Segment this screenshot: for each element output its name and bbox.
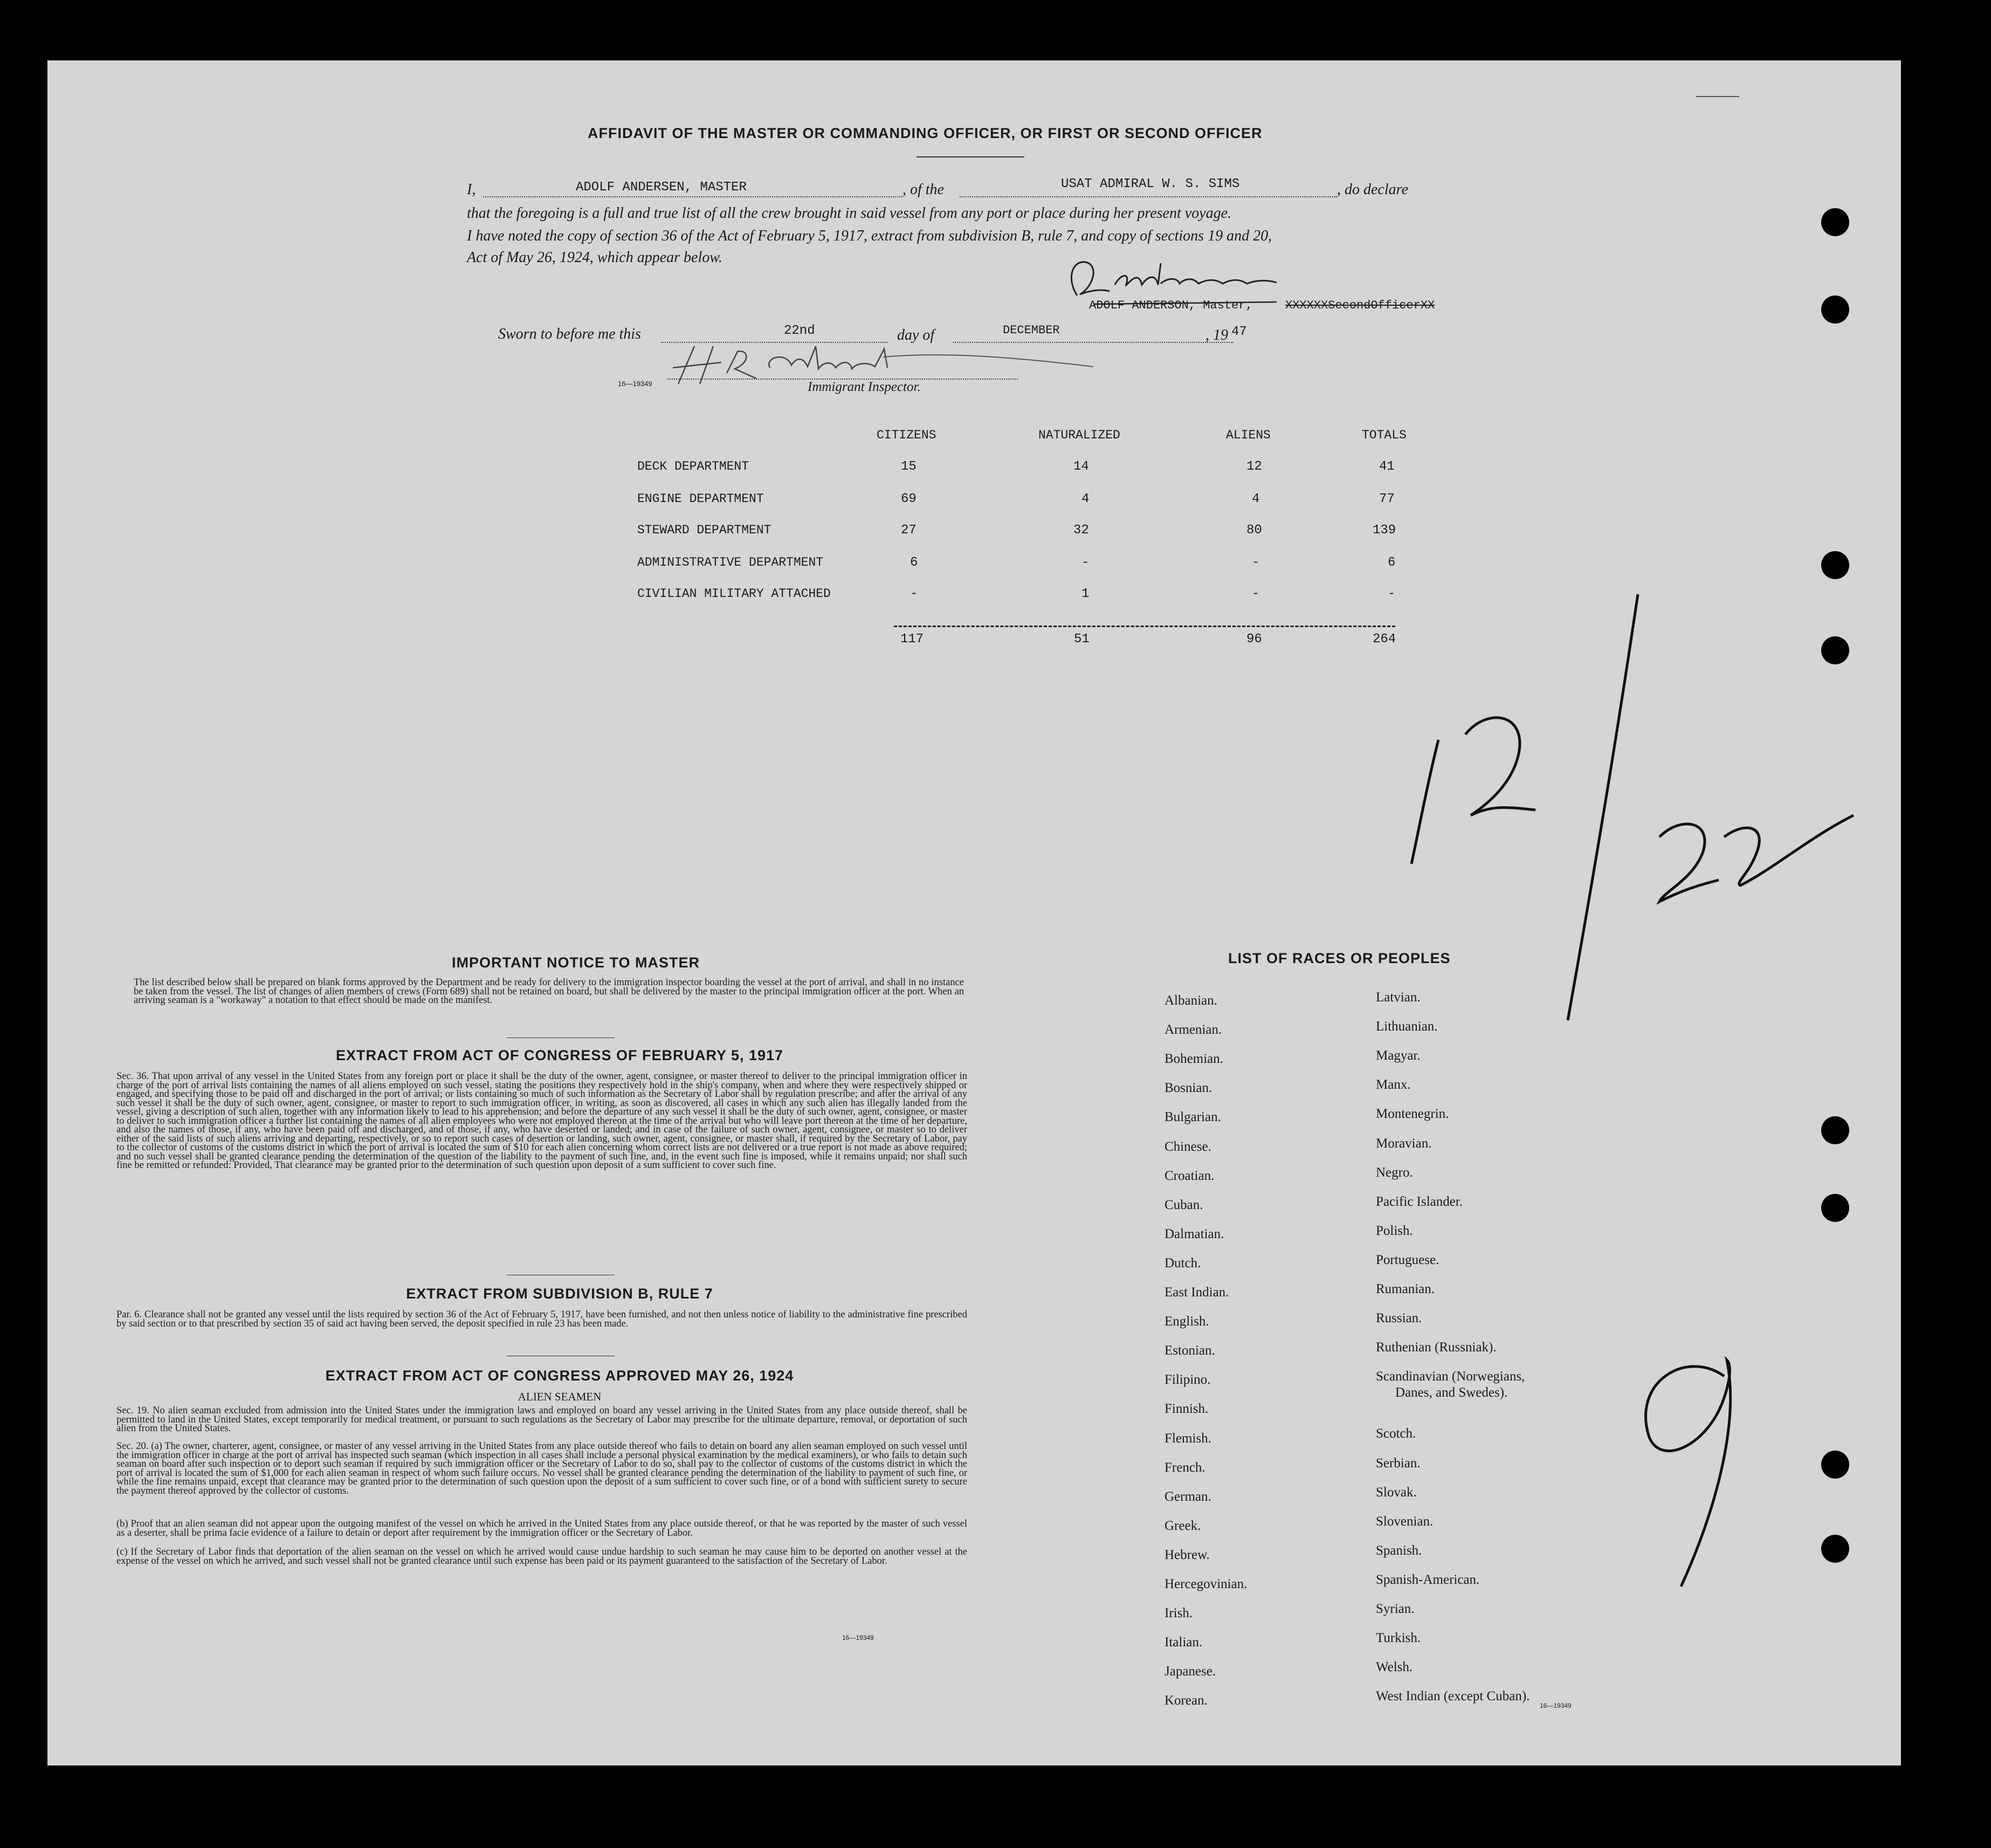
cell-civilian-citizens: - <box>910 587 918 601</box>
vessel-name-line <box>960 196 1337 197</box>
cell-admin-aliens: - <box>1252 555 1260 570</box>
race-item: Dutch. <box>1165 1255 1201 1270</box>
punch-hole <box>1821 296 1849 324</box>
race-item: Dalmatian. <box>1165 1226 1224 1241</box>
cell-deck-totals: 41 <box>1379 459 1395 474</box>
race-item: Lithuanian. <box>1376 1019 1438 1034</box>
race-item: German. <box>1165 1489 1211 1504</box>
cell-steward-totals: 139 <box>1373 523 1396 538</box>
cell-admin-citizens: 6 <box>910 555 918 570</box>
cell-deck-citizens: 15 <box>901 459 917 474</box>
race-item: Polish. <box>1376 1223 1413 1238</box>
of-the-label: , of the <box>903 181 944 198</box>
handwritten-page-mark <box>1616 1344 1778 1603</box>
race-item: Spanish. <box>1376 1543 1422 1558</box>
affidavit-line-2: that the foregoing is a full and true list of all the crew brought in said vessel from any port or place during her present voyage. <box>467 205 1232 222</box>
rule-7-body: Par. 6. Clearance shall not be granted any vessel until the lists required by section 36 of the Act of February 5, 1917, have been furnished, and not then unless notice of liability to the administrative fine prescribed by said section or to that prescribed by section 35 of said act having been served, the deposit specified in rule 23 has been made. <box>116 1309 967 1329</box>
notice-body: The list described below shall be prepared on blank forms approved by the Department and be ready for delivery to the immigration inspector boarding the vessel at the port of arrival, and shall in no instance be taken from the vessel. The list of changes of alien members of crews (Form 689) shall not be retained on board, but shall be delivered by the master to the principal immigration officer at the port. When an arriving seaman is a "workaway" a notation to that effect should be made on the manifest. <box>134 977 964 1006</box>
race-item: Bohemian. <box>1165 1052 1224 1067</box>
race-item: Spanish-American. <box>1376 1572 1480 1587</box>
race-item: Latvian. <box>1376 990 1421 1005</box>
struck-title: XXXXXXSecondOfficerXX <box>1285 299 1435 312</box>
race-item: Slovenian. <box>1376 1514 1434 1529</box>
row-label-civilian: CIVILIAN MILITARY ATTACHED <box>637 587 831 601</box>
sec-19: Sec. 19. No alien seaman excluded from admission into the United States under the immigration laws and employed on board any vessel arriving in the United States from any place outside thereof, shall be permitted to land in the United States, except temporarily for medical treatment, or pursuant to such regulations as the Secretary of Labor may prescribe for the ultimate departure, removal, or deportation of such alien from the United States. <box>116 1405 967 1434</box>
notice-form-number: 16—19349 <box>842 1634 874 1641</box>
affidavit-line-4: Act of May 26, 1924, which appear below. <box>467 249 722 266</box>
race-item: Irish. <box>1165 1606 1193 1621</box>
total-aliens: 96 <box>1246 632 1262 647</box>
header-naturalized: NATURALIZED <box>1038 428 1120 442</box>
cell-steward-naturalized: 32 <box>1073 523 1089 538</box>
affidavit-title: AFFIDAVIT OF THE MASTER OR COMMANDING OFFICER, OR FIRST OR SECOND OFFICER <box>588 125 1263 141</box>
act-1917-title: EXTRACT FROM ACT OF CONGRESS OF FEBRUARY 5, 1917 <box>335 1047 784 1063</box>
cell-admin-totals: 6 <box>1388 555 1396 570</box>
document-page <box>47 60 1901 1765</box>
i-label: I, <box>467 181 476 198</box>
master-name-line <box>483 196 903 197</box>
race-item: Turkish. <box>1376 1631 1421 1646</box>
sec-20-c: (c) If the Secretary of Labor finds that deportation of the alien seaman on the vessel on which he arrived would cause undue hardship to such seaman he may cause him to be deported on another vessel at the expense of the vessel on which he arrived, and such vessel shall not be granted clearance until such expense has been paid or its payment guaranteed to the satisfaction of the Secretary of Labor. <box>116 1547 967 1567</box>
race-item: Syrian. <box>1376 1602 1415 1616</box>
cell-civilian-totals: - <box>1388 587 1396 601</box>
act-1924-title: EXTRACT FROM ACT OF CONGRESS APPROVED MAY 26, 1924 <box>325 1368 794 1384</box>
sworn-day-value: 22nd <box>784 324 815 338</box>
year-suffix: 47 <box>1231 325 1247 339</box>
race-item: Ruthenian (Russniak). <box>1376 1340 1497 1355</box>
signer-line: ADOLF ANDERSON, Master, <box>1089 299 1253 312</box>
race-item: Hebrew. <box>1165 1547 1210 1562</box>
year-prefix: , 19 <box>1205 327 1228 344</box>
race-item: Filipino. <box>1165 1372 1211 1387</box>
total-citizens: 117 <box>900 632 924 647</box>
master-name-value: ADOLF ANDERSEN, MASTER <box>576 180 747 195</box>
row-label-deck: DECK DEPARTMENT <box>637 459 749 473</box>
race-item: Danes, and Swedes). <box>1395 1385 1508 1400</box>
punch-hole <box>1821 1194 1849 1222</box>
race-item: Estonian. <box>1165 1343 1215 1358</box>
race-item: Japanese. <box>1165 1664 1216 1679</box>
race-item: West Indian (except Cuban). <box>1376 1689 1530 1704</box>
affidavit-form-number: 16—19349 <box>618 380 652 388</box>
race-item: Bulgarian. <box>1165 1110 1221 1125</box>
affidavit-line-3: I have noted the copy of section 36 of the Act of February 5, 1917, extract from subdivision B, rule 7, and copy of sections 19 and 20, <box>467 228 1272 244</box>
cell-civilian-naturalized: 1 <box>1081 587 1090 601</box>
notice-title: IMPORTANT NOTICE TO MASTER <box>452 954 700 971</box>
race-item: Manx. <box>1376 1077 1411 1093</box>
race-item: Flemish. <box>1165 1431 1211 1446</box>
race-item: Chinese. <box>1165 1139 1211 1154</box>
races-title: LIST OF RACES OR PEOPLES <box>1228 950 1451 966</box>
race-item: Korean. <box>1165 1693 1208 1708</box>
races-form-number: 16—19349 <box>1540 1702 1572 1709</box>
day-of-label: day of <box>897 327 935 344</box>
race-item: Serbian. <box>1376 1455 1421 1471</box>
cell-engine-totals: 77 <box>1379 492 1395 506</box>
race-item: East Indian. <box>1165 1285 1229 1300</box>
race-item: Moravian. <box>1376 1136 1432 1151</box>
header-aliens: ALIENS <box>1226 428 1271 442</box>
punch-hole <box>1821 1116 1849 1144</box>
cell-deck-aliens: 12 <box>1246 459 1262 474</box>
race-item: Italian. <box>1165 1635 1203 1650</box>
race-item: Scandinavian (Norwegians, <box>1376 1369 1525 1384</box>
cell-engine-citizens: 69 <box>901 492 917 506</box>
cell-civilian-aliens: - <box>1252 587 1260 601</box>
race-item: Bosnian. <box>1165 1081 1212 1096</box>
race-item: Hercegovinian. <box>1165 1577 1248 1591</box>
race-item: Welsh. <box>1376 1660 1413 1675</box>
punch-hole <box>1821 1451 1849 1479</box>
race-item: Slovak. <box>1376 1485 1417 1500</box>
race-item: Rumanian. <box>1376 1282 1435 1296</box>
race-item: Armenian. <box>1165 1022 1222 1038</box>
act-1917-body: Sec. 36. That upon arrival of any vessel in the United States from any foreign port or place it shall be the duty of the owner, agent, consignee, or master thereof to deliver to the principal immigration officer in charge of the port of arrival lists containing the names of all aliens employed on such vessel, stating the positions they respectively hold in the ship's company, when and where they were respectively shipped or engaged, and specifying those to be paid off and discharged in the port of arrival; or lists containing so much of such information as the Secretary of Labor shall by regulation prescribe; and after the arrival of any such vessel it shall be the duty of such owner, agent, consignee, or master to report to such immigration officer, in writing, as soon as discovered, all cases in which any such alien has illegally landed from the vessel, giving a description of such alien, together with any information likely to lead to his apprehension; and before the departure of any such vessel it shall be the duty of such owner, agent, consignee, or master to deliver to such immigration officer a further list containing the names of all alien employees who were not employed thereon at the time of the arrival but who will leave port thereon at the time of her departure, and also the names of those, if any, who have been paid off and discharged, and of those, if any, who have deserted or landed; and in case of the failure of such owner, agent, consignee, or master so to deliver either of the said lists of such aliens arriving and departing, respectively, or so to report such cases of desertion or landing, such owner, agent, consignee, or master shall, if required by the Secretary of Labor, pay to the collector of customs of the customs district in which the port of arrival is located the sum of $10 for each alien concerning whom correct lists are not delivered or a true report is not made as above required; and no such vessel shall be granted clearance pending the determination of the question of the liability to the payment of such fine, and, in the event such fine is imposed, while it remains unpaid; nor shall such fine be remitted or refunded: Provided, That clearance may be granted prior to the determination of such question upon deposit of a sum sufficient to cover such fine. <box>116 1071 967 1171</box>
total-totals: 264 <box>1373 632 1396 647</box>
row-label-administrative: ADMINISTRATIVE DEPARTMENT <box>637 555 824 569</box>
inspector-label: Immigrant Inspector. <box>808 380 921 394</box>
cell-engine-naturalized: 4 <box>1081 492 1090 506</box>
cell-deck-naturalized: 14 <box>1073 459 1089 474</box>
cell-engine-aliens: 4 <box>1252 492 1260 506</box>
sworn-label: Sworn to before me this <box>498 326 641 342</box>
title-divider <box>917 156 1024 157</box>
act-1924-subtitle: ALIEN SEAMEN <box>518 1390 602 1403</box>
cell-admin-naturalized: - <box>1081 555 1090 570</box>
do-declare-label: , do declare <box>1337 181 1408 198</box>
race-item: Croatian. <box>1165 1168 1215 1183</box>
race-item: English. <box>1165 1314 1209 1329</box>
rule-7-title: EXTRACT FROM SUBDIVISION B, RULE 7 <box>406 1286 713 1302</box>
total-naturalized: 51 <box>1074 632 1090 647</box>
race-item: Portuguese. <box>1376 1252 1439 1267</box>
race-item: French. <box>1165 1460 1205 1475</box>
cell-steward-aliens: 80 <box>1246 523 1262 538</box>
race-item: Cuban. <box>1165 1197 1203 1212</box>
punch-hole <box>1821 551 1849 579</box>
race-item: Pacific Islander. <box>1376 1194 1463 1209</box>
race-item: Scotch. <box>1376 1426 1416 1441</box>
vessel-name-value: USAT ADMIRAL W. S. SIMS <box>1061 177 1240 191</box>
header-citizens: CITIZENS <box>877 428 936 442</box>
punch-hole <box>1821 1535 1849 1563</box>
race-item: Negro. <box>1376 1165 1413 1180</box>
scan-mark <box>1696 96 1739 97</box>
sec-20-a: Sec. 20. (a) The owner, charterer, agent, consignee, or master of any vessel arriving in the United States from any place outside thereof who fails to detain on board any alien seaman employed on such vessel until the immigration officer in charge at the port of arrival has inspected such seaman (which inspection in all cases shall include a personal physical examination by the medical examiners), or who fails to detain such seaman on board after such inspection or to deport such seaman if required by such immigration officer or the Secretary of Labor to do so, shall pay to the collector of customs of the customs district in which the port of arrival is located the sum of $1,000 for each alien seaman in respect of whom such failure occurs. No vessel shall be granted clearance pending the determination of the liability to payment of such fine, or while the fine remains unpaid, except that clearance may be granted prior to the determination of such question upon the deposit of a sum sufficient to cover such fine, or of a bond with sufficient surety to secure the payment thereof approved by the collector of customs. <box>116 1441 967 1496</box>
race-item: Magyar. <box>1376 1048 1421 1063</box>
punch-hole <box>1821 636 1849 664</box>
punch-hole <box>1821 208 1849 236</box>
header-totals: TOTALS <box>1362 428 1407 442</box>
race-item: Russian. <box>1376 1311 1422 1326</box>
race-item: Montenegrin. <box>1376 1107 1449 1122</box>
sworn-month-value: DECEMBER <box>1003 324 1060 337</box>
sec-20-b: (b) Proof that an alien seaman did not appear upon the outgoing manifest of the vessel on which he arrived in the United States from any place outside thereof, or that he was reported by the master of such vessel as a deserter, shall be prima facie evidence of a failure to detain or deport after requirement by the immigration officer or the Secretary of Labor. <box>116 1519 967 1538</box>
cell-steward-citizens: 27 <box>901 523 917 538</box>
race-item: Finnish. <box>1165 1402 1209 1417</box>
race-item: Albanian. <box>1165 993 1217 1008</box>
row-label-engine: ENGINE DEPARTMENT <box>637 492 764 506</box>
row-label-steward: STEWARD DEPARTMENT <box>637 523 771 537</box>
race-item: Greek. <box>1165 1518 1201 1533</box>
